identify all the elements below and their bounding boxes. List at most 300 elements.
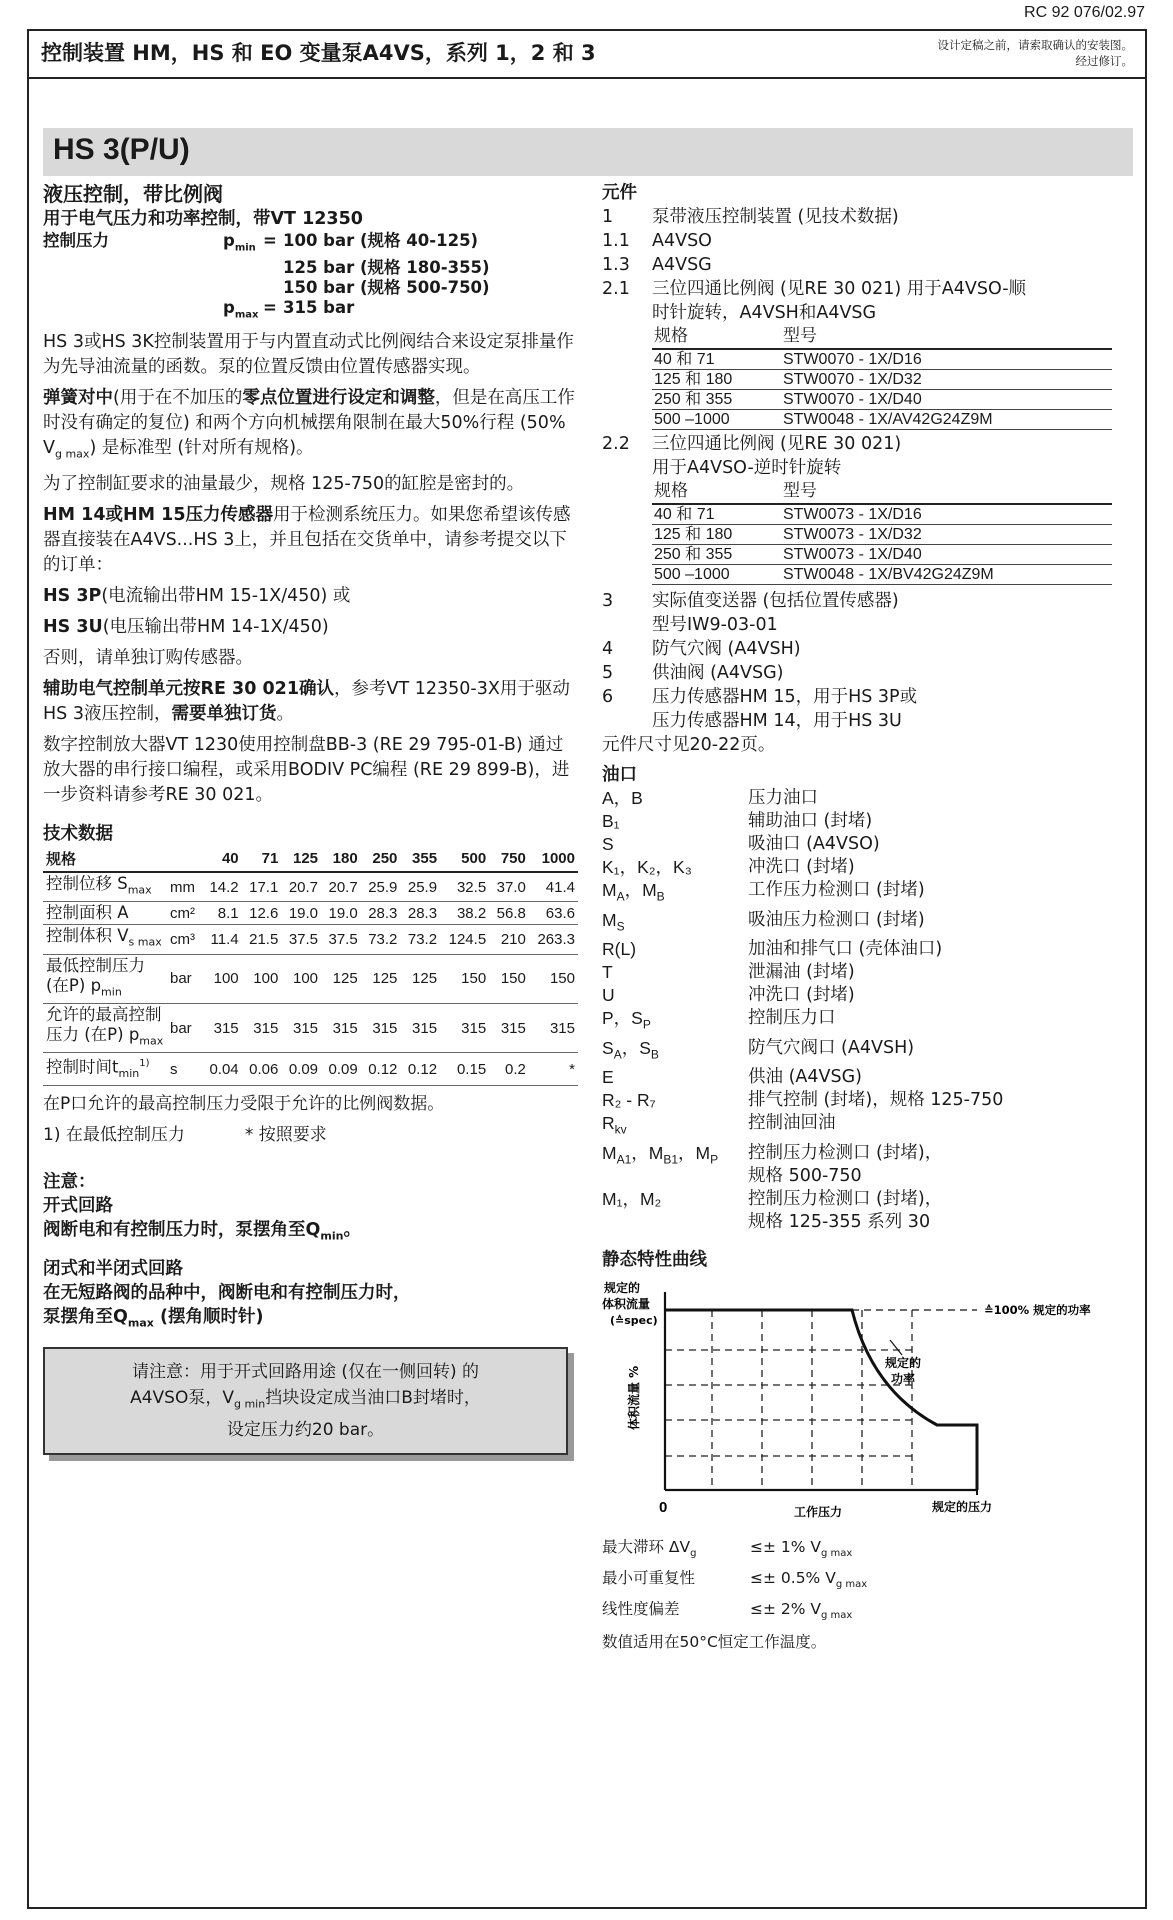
component-item: [602, 229, 1142, 253]
port-desc-text: 冲洗口 (封堵): [748, 857, 855, 877]
tech-cell: 38.2: [440, 902, 489, 925]
components-title: 元件: [602, 183, 637, 203]
port-item: [602, 856, 1142, 879]
pmax-sub: max: [234, 309, 259, 321]
port-desc-text: 工作压力检测口 (封堵): [748, 880, 925, 900]
origin-label: 0: [659, 1498, 668, 1516]
valve-type: STW0070 - 1X/D32: [781, 370, 1112, 390]
component-2-2-text: 三位四通比例阀 (见RE 30 021): [652, 434, 902, 454]
stat-value: [750, 1566, 867, 1597]
port-desc-text: 供油 (A4VSG): [748, 1067, 862, 1087]
component-num: 1: [602, 207, 614, 227]
attention-line-3: 设定压力约20 bar。: [226, 1420, 385, 1441]
port-desc: [748, 961, 1142, 984]
order-hs3u-rest: (电压输出带HM 14-1X/450): [102, 617, 329, 638]
stat-key-sub: g: [690, 1547, 697, 1559]
port-desc-text: 吸油口 (A4VSO): [748, 834, 880, 854]
tech-cell: 0.06: [242, 1053, 282, 1086]
port-code: $S_A$，$S_B$: [602, 1037, 659, 1061]
power-label-2: 功率: [891, 1371, 916, 1386]
pressure-sensor-bold: HM 14或HM 15压力传感器: [43, 505, 274, 526]
open-circuit-end: 。: [343, 1220, 361, 1241]
valve-type: STW0070 - 1X/D40: [781, 390, 1112, 410]
port-item: [602, 1066, 1142, 1089]
port-desc: [748, 879, 1142, 909]
tech-cell: 315: [400, 1003, 440, 1052]
tech-row-unit: cm³: [167, 925, 202, 954]
port-code: E: [602, 1067, 614, 1087]
port-desc-text: 冲洗口 (封堵): [748, 985, 855, 1005]
tech-row-label-sub: s max: [128, 935, 162, 949]
valve-type: STW0070 - 1X/D16: [781, 349, 1112, 370]
tech-cell: 150: [489, 954, 529, 1003]
port-desc-text: 压力油口: [748, 788, 818, 808]
tech-row-label-text: 控制体积 V: [46, 926, 129, 946]
port-sub: B: [650, 1047, 659, 1061]
open-circuit-text: [43, 1218, 578, 1249]
valve-size: 40 和 71: [652, 349, 781, 370]
tech-size-header: 125: [281, 846, 321, 872]
tech-cell: 315: [202, 1003, 242, 1052]
port-desc-text: 辅助油口 (封堵): [748, 811, 873, 831]
port-item: [602, 810, 1142, 833]
component-2-1-continued: 时针旋转，A4VSH和A4VSG: [652, 303, 877, 323]
para-spring-centering: [43, 386, 578, 467]
stat-value-sub: g max: [821, 1609, 853, 1621]
port-item: [602, 879, 1142, 909]
attention-line-2: [53, 1385, 558, 1417]
port-item: [602, 1089, 1142, 1112]
types1-header-type: 型号: [781, 325, 1112, 349]
tech-cell: 37.5: [281, 925, 321, 954]
tech-cell: 19.0: [321, 902, 361, 925]
tech-cell: *: [529, 1053, 578, 1086]
tech-row-label-sub: min: [118, 1067, 140, 1081]
tech-cell: 0.12: [361, 1053, 401, 1086]
component-num: 1.1: [602, 231, 630, 251]
component-num: 2.1: [602, 279, 630, 299]
tech-row-label: [43, 925, 167, 954]
tech-size-header: 750: [489, 846, 529, 872]
tech-cell: 63.6: [529, 902, 578, 925]
port-item: [602, 1142, 1142, 1188]
open-circuit-title: 开式回路: [43, 1196, 113, 1217]
tech-cell: 20.7: [321, 872, 361, 902]
tech-cell: 150: [529, 954, 578, 1003]
port-desc-cont: 规格 125-355 系列 30: [748, 1211, 931, 1232]
port-desc-text: 排气控制 (封堵)，规格 125-750: [748, 1090, 1004, 1110]
section-title: HS 3(P/U): [53, 133, 190, 166]
spring-centering-end: ) 是标准型 (针对所有规格)。: [89, 437, 314, 458]
port-desc: [748, 856, 1142, 879]
tech-size-header: 250: [361, 846, 401, 872]
valve-type: STW0048 - 1X/BV42G24Z9M: [781, 565, 1112, 585]
component-text: 防气穴阀 (A4VSH): [652, 639, 801, 659]
para-aux-control: [43, 677, 578, 727]
port-desc: [748, 1188, 1142, 1234]
valve-size: 40 和 71: [652, 504, 781, 525]
valve-type: STW0048 - 1X/AV42G24Z9M: [781, 410, 1112, 430]
port-sub: A: [616, 889, 625, 904]
tech-cell: 0.09: [321, 1053, 361, 1086]
tech-cell: 0.12: [400, 1053, 440, 1086]
tech-cell: 25.9: [400, 872, 440, 902]
component-text: 泵带液压控制装置 (见技术数据): [652, 207, 899, 227]
stat-row: [602, 1535, 1142, 1566]
tech-cell: 150: [440, 954, 489, 1003]
port-desc-text: 控制压力检测口 (封堵)，: [748, 1142, 943, 1163]
port-item: [602, 938, 1142, 961]
port-item: [602, 961, 1142, 984]
stat-key: [602, 1535, 750, 1566]
tech-cell: 17.1: [242, 872, 282, 902]
port-sub: S: [616, 919, 625, 933]
component-item: [602, 589, 1142, 613]
power-pointer: [890, 1340, 902, 1355]
port-desc: [748, 938, 1142, 961]
closed-circuit-end: (摆角顺时针): [153, 1306, 264, 1327]
xlabel-end: 规定的压力: [932, 1499, 993, 1514]
vg-max-sub: g max: [54, 447, 90, 461]
tech-cell: 73.2: [361, 925, 401, 954]
tech-cell: 263.3: [529, 925, 578, 954]
tech-cell: 315: [242, 1003, 282, 1052]
tech-size-header: 1000: [529, 846, 578, 872]
valve-type: STW0073 - 1X/D40: [781, 545, 1112, 565]
component-text: A4VSO: [652, 231, 712, 251]
tech-data-title: 技术数据: [43, 824, 113, 845]
stat-value: [750, 1535, 852, 1566]
table-note-asterisk: * 按照要求: [244, 1125, 327, 1146]
tech-size-header: 71: [242, 846, 282, 872]
para-digital-amplifier: 数字控制放大器VT 1230使用控制盘BB-3 (RE 29 795-01-B) 通过放大器的串行接口编程，或采用BODIV PC编程 (RE 29 899-B)，进一步资料请参考RE 30 021。: [43, 735, 570, 806]
para-pressure-sensor: [43, 503, 578, 578]
port-code: B₁: [602, 811, 620, 831]
port-sub: P: [642, 1017, 651, 1032]
header-note-line1: 设计定稿之前，请索取确认的安装图。: [937, 38, 1133, 52]
ylabel-top-1: 规定的: [604, 1280, 641, 1295]
header-note-line2: 经过修订。: [1075, 54, 1133, 68]
port-item: [602, 1037, 1142, 1067]
tech-cell: 56.8: [489, 902, 529, 925]
closed-circuit-text-1: 在无短路阀的品种中，阀断电和有控制压力时，: [43, 1282, 411, 1303]
component-text: A4VSG: [652, 255, 712, 275]
order-hs3p-rest: (电流输出带HM 15-1X/450) 或: [101, 586, 351, 607]
tech-row-label: [43, 1003, 167, 1052]
document-code: RC 92 076/02.97: [1024, 4, 1145, 21]
curve-title: 静态特性曲线: [602, 1249, 707, 1270]
tech-cell: 19.0: [281, 902, 321, 925]
tech-row-label: [43, 1053, 167, 1086]
spring-centering-mid: (用于在不加压的: [113, 387, 243, 408]
ylabel-top-3: (≙spec): [610, 1313, 658, 1327]
types2-header-size: 规格: [652, 480, 781, 504]
right-column: [602, 181, 1142, 1656]
order-hs3u: [43, 615, 578, 640]
tech-row: [43, 1053, 578, 1086]
valve-type-row: [652, 410, 1112, 430]
order-hs3p: [43, 584, 578, 609]
left-subheading: 用于电气压力和功率控制，带VT 12350: [43, 209, 363, 229]
ylabel-top-2: 体积流量: [602, 1296, 651, 1311]
tech-data-table: [43, 846, 578, 1086]
tech-row-label-text: 控制位移 S: [46, 874, 128, 894]
aux-control-bold: 辅助电气控制单元按RE 30 021确认: [43, 679, 334, 700]
types1-header-size: 规格: [652, 325, 781, 349]
tech-row: [43, 872, 578, 902]
stat-key-text: 最大滞环 ΔV: [602, 1537, 691, 1556]
para-description: HS 3或HS 3K控制装置用于与内置直动式比例阀结合来设定泵排量作为先导油流量的函数。泵的位置反馈由位置传感器实现。: [43, 331, 574, 377]
attention-box: [43, 1347, 568, 1455]
pmin-symbol: p: [223, 231, 235, 250]
component-item: [602, 685, 1142, 709]
para-order-separately: 否则，请单独订购传感器。: [43, 648, 253, 669]
table-note-2: [43, 1123, 578, 1148]
aux-control-bold2: 需要单独订货: [171, 704, 277, 725]
tech-cell: 124.5: [440, 925, 489, 954]
control-pressure-label: 控制压力: [43, 231, 109, 250]
qmax-sub: max: [127, 1316, 154, 1330]
port-desc-text: 控制压力口: [748, 1008, 836, 1028]
page-header: [29, 31, 1145, 79]
tech-row-label-text: 最低控制压力 (在P) p: [46, 955, 145, 995]
table-note-1: 在P口允许的最高控制压力受限于允许的比例阀数据。: [43, 1094, 445, 1115]
tech-cell: 12.6: [242, 902, 282, 925]
valve-type-row: [652, 525, 1112, 545]
stat-value-text: ≤± 2% V: [750, 1599, 822, 1618]
tech-row-unit: bar: [167, 954, 202, 1003]
port-desc-cont: 规格 500-750: [748, 1165, 862, 1186]
tech-row: [43, 902, 578, 925]
tech-cell: 0.15: [440, 1053, 489, 1086]
attention-line-2b: 挡块设定成当油口B封堵时，: [265, 1388, 481, 1409]
tech-cell: 125: [361, 954, 401, 1003]
stat-value-text: ≤± 0.5% V: [750, 1568, 836, 1587]
spring-centering-bold: 弹簧对中: [43, 387, 113, 408]
attention-line-2a: A4VSO泵，V: [130, 1388, 234, 1409]
stat-row: [602, 1566, 1142, 1597]
left-heading: 液压控制，带比例阀: [43, 182, 223, 206]
port-desc-text: 加油和排气口 (壳体油口): [748, 939, 943, 959]
component-num: 5: [602, 663, 614, 683]
tech-cell: 125: [400, 954, 440, 1003]
pmax-value: 315 bar: [283, 298, 355, 318]
header-title: 控制装置 HM，HS 和 EO 变量泵A4VS，系列 1，2 和 3: [41, 41, 596, 65]
component-text: 实际值变送器 (包括位置传感器): [652, 591, 899, 611]
stat-value-sub: g max: [835, 1578, 868, 1590]
tech-row-unit: cm²: [167, 902, 202, 925]
port-code: R₂ - R₇: [602, 1090, 656, 1110]
stat-row: [602, 1597, 1142, 1628]
ylabel-side: 体积流量 %: [627, 1365, 641, 1430]
component-item: [602, 205, 1142, 229]
port-desc-text: 防气穴阀口 (A4VSH): [748, 1037, 915, 1058]
port-code: S: [602, 834, 614, 854]
port-desc-text: 吸油压力检测口 (封堵): [748, 909, 925, 930]
valve-type-row: [652, 545, 1112, 565]
spring-centering-rest: ，但是在高压工作时没有确定的复位) 和两个方向机械摆角限制在最大50%行程 (50% V: [43, 387, 575, 458]
tech-cell: 37.0: [489, 872, 529, 902]
component-num: 1.3: [602, 255, 630, 275]
valve-type: STW0073 - 1X/D32: [781, 525, 1112, 545]
port-code: $M_S$: [602, 909, 625, 933]
stats-block: [602, 1535, 1142, 1628]
control-pressure-block: [43, 231, 578, 326]
stat-value: [750, 1597, 852, 1628]
pmin-value-1: 100 bar (规格 40-125): [283, 231, 479, 250]
tech-cell: 28.3: [400, 902, 440, 925]
tech-row-label-text: 控制时间t: [46, 1057, 119, 1077]
tech-row-label-sub: max: [127, 883, 152, 897]
port-desc: [748, 984, 1142, 1007]
para-sealed-chamber: 为了控制缸要求的油量最少，规格 125-750的缸腔是密封的。: [43, 474, 525, 495]
tech-row: [43, 954, 578, 1003]
stat-value-sub: g max: [821, 1547, 853, 1559]
component-item: [602, 277, 1142, 301]
port-sub: kv: [614, 1122, 627, 1137]
tech-cell: 8.1: [202, 902, 242, 925]
tech-header-label: 规格: [43, 846, 202, 872]
component-2-2-num: 2.2: [602, 434, 630, 454]
tech-cell: 0.09: [281, 1053, 321, 1086]
tech-row-unit: bar: [167, 1003, 202, 1052]
port-desc: [748, 1037, 1142, 1067]
tech-cell: 37.5: [321, 925, 361, 954]
notes-block: [43, 1170, 578, 1335]
port-sub: A1: [616, 1152, 632, 1166]
port-desc: [748, 1007, 1142, 1037]
zero-position-bold: 零点位置进行设定和调整: [242, 387, 435, 408]
component-item: [602, 661, 1142, 685]
component-2-2: [602, 432, 1142, 456]
valve-size: 500 –1000: [652, 565, 781, 585]
port-sub: B: [656, 889, 665, 904]
port-code: A，B: [602, 788, 643, 808]
stat-key: [602, 1566, 750, 1597]
port-code: M₁，M₂: [602, 1188, 662, 1209]
port-code: U: [602, 985, 615, 1005]
tech-cell: 25.9: [361, 872, 401, 902]
valve-type-row: [652, 370, 1112, 390]
vg-min-sub: g min: [233, 1397, 266, 1411]
valve-type-row: [652, 504, 1112, 525]
component-item: [602, 253, 1142, 277]
curve-svg: [602, 1280, 1142, 1535]
valve-types-table-cw: [652, 325, 1112, 430]
valve-size: 250 和 355: [652, 390, 781, 410]
tech-cell: 315: [440, 1003, 489, 1052]
valve-type-row: [652, 349, 1112, 370]
closed-circuit-title: 闭式和半闭式回路: [43, 1258, 183, 1279]
component-2-2-continued: 用于A4VSO-逆时针旋转: [652, 458, 842, 478]
port-code: R(L): [602, 939, 637, 959]
left-column: [43, 181, 578, 1455]
tech-cell: 11.4: [202, 925, 242, 954]
component-num: 3: [602, 591, 614, 611]
tech-cell: 315: [529, 1003, 578, 1052]
port-desc: [748, 1142, 1142, 1188]
tech-cell: 315: [281, 1003, 321, 1052]
port-desc: [748, 810, 1142, 833]
stat-key-text: 线性度偏差: [602, 1599, 680, 1618]
order-hs3p-bold: HS 3P: [43, 586, 102, 607]
tech-cell: 315: [361, 1003, 401, 1052]
port-desc: [748, 909, 1142, 939]
component-item: [602, 637, 1142, 661]
port-code: P，$S_P$: [602, 1008, 651, 1032]
tech-row-label-sub: min: [101, 984, 122, 998]
port-code: $M_A$，$M_B$: [602, 880, 665, 904]
port-desc: [748, 787, 1142, 810]
pmin-value-2: 125 bar (规格 180-355): [283, 258, 490, 278]
tech-cell: 0.04: [202, 1053, 242, 1086]
aux-control-end: 。: [276, 704, 294, 725]
tech-cell: 125: [321, 954, 361, 1003]
tech-cell: 100: [242, 954, 282, 1003]
right-label: ≙100% 规定的功率: [984, 1302, 1091, 1317]
port-desc-text: 控制压力检测口 (封堵)，: [748, 1188, 943, 1209]
tech-row: [43, 1003, 578, 1052]
tech-row-label: [43, 872, 167, 902]
tech-row-label-text: 控制面积 A: [46, 903, 129, 923]
port-desc: [748, 833, 1142, 856]
pmin-value-3: 150 bar (规格 500-750): [283, 278, 490, 298]
notes-title: 注意：: [43, 1172, 96, 1193]
port-item: [602, 984, 1142, 1007]
tech-cell: 20.7: [281, 872, 321, 902]
closed-circuit-body: 泵摆角至Q: [43, 1306, 128, 1327]
tech-row-unit: mm: [167, 872, 202, 902]
port-desc-text: 泄漏油 (封堵): [748, 962, 855, 982]
port-desc: [748, 1066, 1142, 1089]
valve-size: 125 和 180: [652, 370, 781, 390]
tech-cell: 100: [202, 954, 242, 1003]
valve-type-row: [652, 390, 1112, 410]
component-num: 4: [602, 639, 614, 659]
curve-grid: [665, 1310, 912, 1490]
port-code: $M_{A1}$，$M_{B1}$，$M_P$: [602, 1142, 719, 1166]
open-circuit-body: 阀断电和有控制压力时，泵摆角至Q: [43, 1220, 321, 1241]
pmax-eq: =: [263, 298, 277, 318]
port-desc: [748, 1112, 1142, 1142]
tech-size-header: 40: [202, 846, 242, 872]
tech-row-label-sub: max: [139, 1034, 164, 1048]
stats-note: 数值适用在50°C恒定工作温度。: [602, 1632, 827, 1651]
xlabel: 工作压力: [794, 1504, 843, 1519]
port-sub: B1: [663, 1152, 679, 1166]
tech-row: [43, 925, 578, 954]
tech-cell: 315: [321, 1003, 361, 1052]
tech-cell: 41.4: [529, 872, 578, 902]
pmin-sub: min: [234, 242, 256, 254]
tech-row-label-sup: 1): [139, 1058, 150, 1070]
characteristic-curve: [602, 1280, 1142, 1535]
component-text-continued: 型号IW9-03-01: [652, 615, 778, 635]
tech-cell: 32.5: [440, 872, 489, 902]
tech-cell: 100: [281, 954, 321, 1003]
stat-key: [602, 1597, 750, 1628]
table-note-footnote: 1) 在最低控制压力: [43, 1125, 185, 1146]
port-code: $R_{kv}$: [602, 1113, 627, 1137]
valve-type-row: [652, 565, 1112, 585]
order-hs3u-bold: HS 3U: [43, 617, 103, 638]
port-code: K₁，K₂，K₃: [602, 857, 692, 877]
port-sub: P: [710, 1152, 719, 1166]
port-item: [602, 909, 1142, 939]
tech-size-header: 180: [321, 846, 361, 872]
port-code: T: [602, 962, 613, 982]
port-desc: [748, 1089, 1142, 1112]
